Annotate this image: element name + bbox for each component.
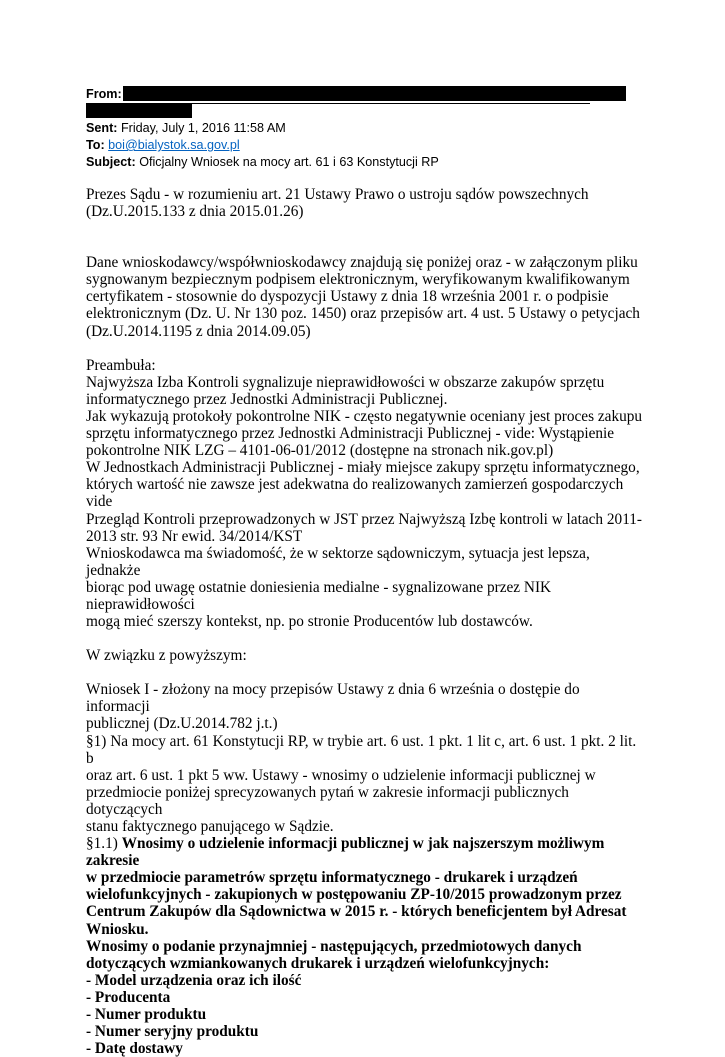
preamble-line: biorąc pod uwagę ostatnie doniesienia medialne - sygnalizowane przez NIK nieprawidłowości bbox=[86, 578, 552, 613]
list-item: - Model urządzenia oraz ich ilość bbox=[86, 971, 302, 989]
section-line bbox=[86, 835, 646, 869]
section-bold-line: Wnosimy o podanie przynajmniej - następujących, przedmiotowych danych bbox=[86, 937, 582, 955]
sent-label: Sent: bbox=[86, 121, 121, 135]
to-email-link[interactable]: boi@bialystok.sa.gov.pl bbox=[108, 138, 240, 152]
preamble-line: pokontrolne NIK LZG – 4101-06-01/2012 (dostępne na stronach nik.gov.pl) bbox=[86, 442, 554, 460]
request-line: publicznej (Dz.U.2014.782 j.t.) bbox=[86, 715, 278, 733]
from-line bbox=[86, 86, 606, 120]
intro-line: Prezes Sądu - w rozumieniu art. 21 Ustawy Prawo o ustroju sądów powszechnych bbox=[86, 186, 589, 203]
request-line: oraz art. 6 ust. 1 pkt 5 ww. Ustawy - wnosimy o udzielenie informacji publicznej w bbox=[86, 766, 596, 784]
applicants-line: Dane wnioskodawcy/współwnioskodawcy znajdują się poniżej oraz - w załączonym pliku bbox=[86, 254, 638, 272]
list-item: - Datę dostawy bbox=[86, 1040, 183, 1057]
preamble-line: informatycznego przez Jednostki Administracji Publicznej. bbox=[86, 390, 448, 408]
section-bold-line: dotyczących wzmiankowanych drukarek i urządzeń wielofunkcyjnych: bbox=[86, 954, 550, 972]
redaction-bar bbox=[123, 86, 626, 101]
list-item: - Numer produktu bbox=[86, 1006, 207, 1024]
preamble-line: Wnioskodawca ma świadomość, że w sektorze sądowniczym, sytuacja jest lepsza, jednakże bbox=[86, 544, 590, 579]
email-header bbox=[86, 86, 606, 171]
preamble-line: Jak wykazują protokoły pokontrolne NIK - często negatywnie oceniany jest proces zakupu bbox=[86, 407, 643, 425]
from-label: From: bbox=[86, 87, 122, 101]
preamble-heading: Preambuła: bbox=[86, 356, 156, 374]
subject-line bbox=[86, 154, 606, 171]
intro-line: (Dz.U.2015.133 z dnia 2015.01.26) bbox=[86, 203, 304, 221]
preamble-line: sprzętu informatycznego przez Jednostki Administracji Publicznej - vide: Wystąpienie bbox=[86, 425, 615, 443]
preamble-line: Najwyższa Izba Kontroli sygnalizuje nieprawidłowości w obszarze zakupów sprzętu bbox=[86, 373, 605, 391]
preamble-line: których wartość nie zawsze jest adekwatna do realizowanych zamierzeń gospodarczych vide bbox=[86, 476, 624, 511]
request-line: stanu faktycznego panującego w Sądzie. bbox=[86, 818, 334, 835]
request-line: §1) Na mocy art. 61 Konstytucji RP, w trybie art. 6 ust. 1 pkt. 1 lit c, art. 6 ust. 1 pkt. 2 lit. b bbox=[86, 732, 637, 767]
applicants-line: certyfikatem - stosownie do dyspozycji Ustawy z dnia 18 września 2001 r. o podpisie bbox=[86, 288, 609, 306]
list-item: - Producenta bbox=[86, 988, 171, 1006]
to-label: To: bbox=[86, 138, 109, 152]
applicants-line: sygnowanym bezpiecznym podpisem elektronicznym, weryfikowanym kwalifikowanym bbox=[86, 271, 630, 289]
list-item: - Numer seryjny produktu bbox=[86, 1023, 259, 1041]
preamble-line: mogą mieć szerszy kontekst, np. po stronie Producentów lub dostawców. bbox=[86, 613, 533, 631]
preamble-line: Przegląd Kontroli przeprowadzonych w JST przez Najwyższą Izbę kontroli w latach 2011- bbox=[86, 510, 643, 528]
section-bold-line: w przedmiocie parametrów sprzętu informatycznego - drukarek i urządzeń bbox=[86, 869, 578, 887]
redaction-bar bbox=[86, 103, 192, 118]
request-line: przedmiocie poniżej sprecyzowanych pytań w zakresie informacji publicznych dotyczących bbox=[86, 783, 569, 818]
section-bold-line: Wniosku. bbox=[86, 920, 149, 938]
section-bold-line: wielofunkcyjnych - zakupionych w postępowaniu ZP-10/2015 prowadzonym przez bbox=[86, 886, 622, 904]
subject-value: Oficjalny Wniosek na mocy art. 61 i 63 Konstytucji RP bbox=[139, 155, 439, 169]
letter-body bbox=[86, 186, 646, 1057]
subject-label: Subject: bbox=[86, 155, 140, 169]
preamble-line: W Jednostkach Administracji Publicznej - miały miejsce zakupy sprzętu informatycznego, bbox=[86, 459, 640, 477]
applicants-line: elektronicznym (Dz. U. Nr 130 poz. 1450) oraz przepisów art. 4 ust. 5 Ustawy o petycjach bbox=[86, 305, 640, 323]
section-bold-text: Wnosimy o udzielenie informacji publicznej w jak najszerszym możliwym zakresie bbox=[86, 835, 605, 870]
preamble-line: 2013 str. 93 Nr ewid. 34/2014/KST bbox=[86, 527, 303, 545]
section-number: §1.1) bbox=[86, 835, 122, 853]
header-separator bbox=[86, 103, 590, 104]
request-line: Wniosek I - złożony na mocy przepisów Ustawy z dnia 6 września o dostępie do informacji bbox=[86, 681, 580, 716]
applicants-line: (Dz.U.2014.1195 z dnia 2014.09.05) bbox=[86, 322, 311, 340]
sent-value: Friday, July 1, 2016 11:58 AM bbox=[120, 121, 286, 135]
to-line bbox=[86, 137, 606, 154]
in-connection-line: W związku z powyższym: bbox=[86, 647, 247, 665]
section-bold-line: Centrum Zakupów dla Sądownictwa w 2015 r. - których beneficjentem był Adresat bbox=[86, 903, 627, 921]
sent-line bbox=[86, 120, 606, 137]
